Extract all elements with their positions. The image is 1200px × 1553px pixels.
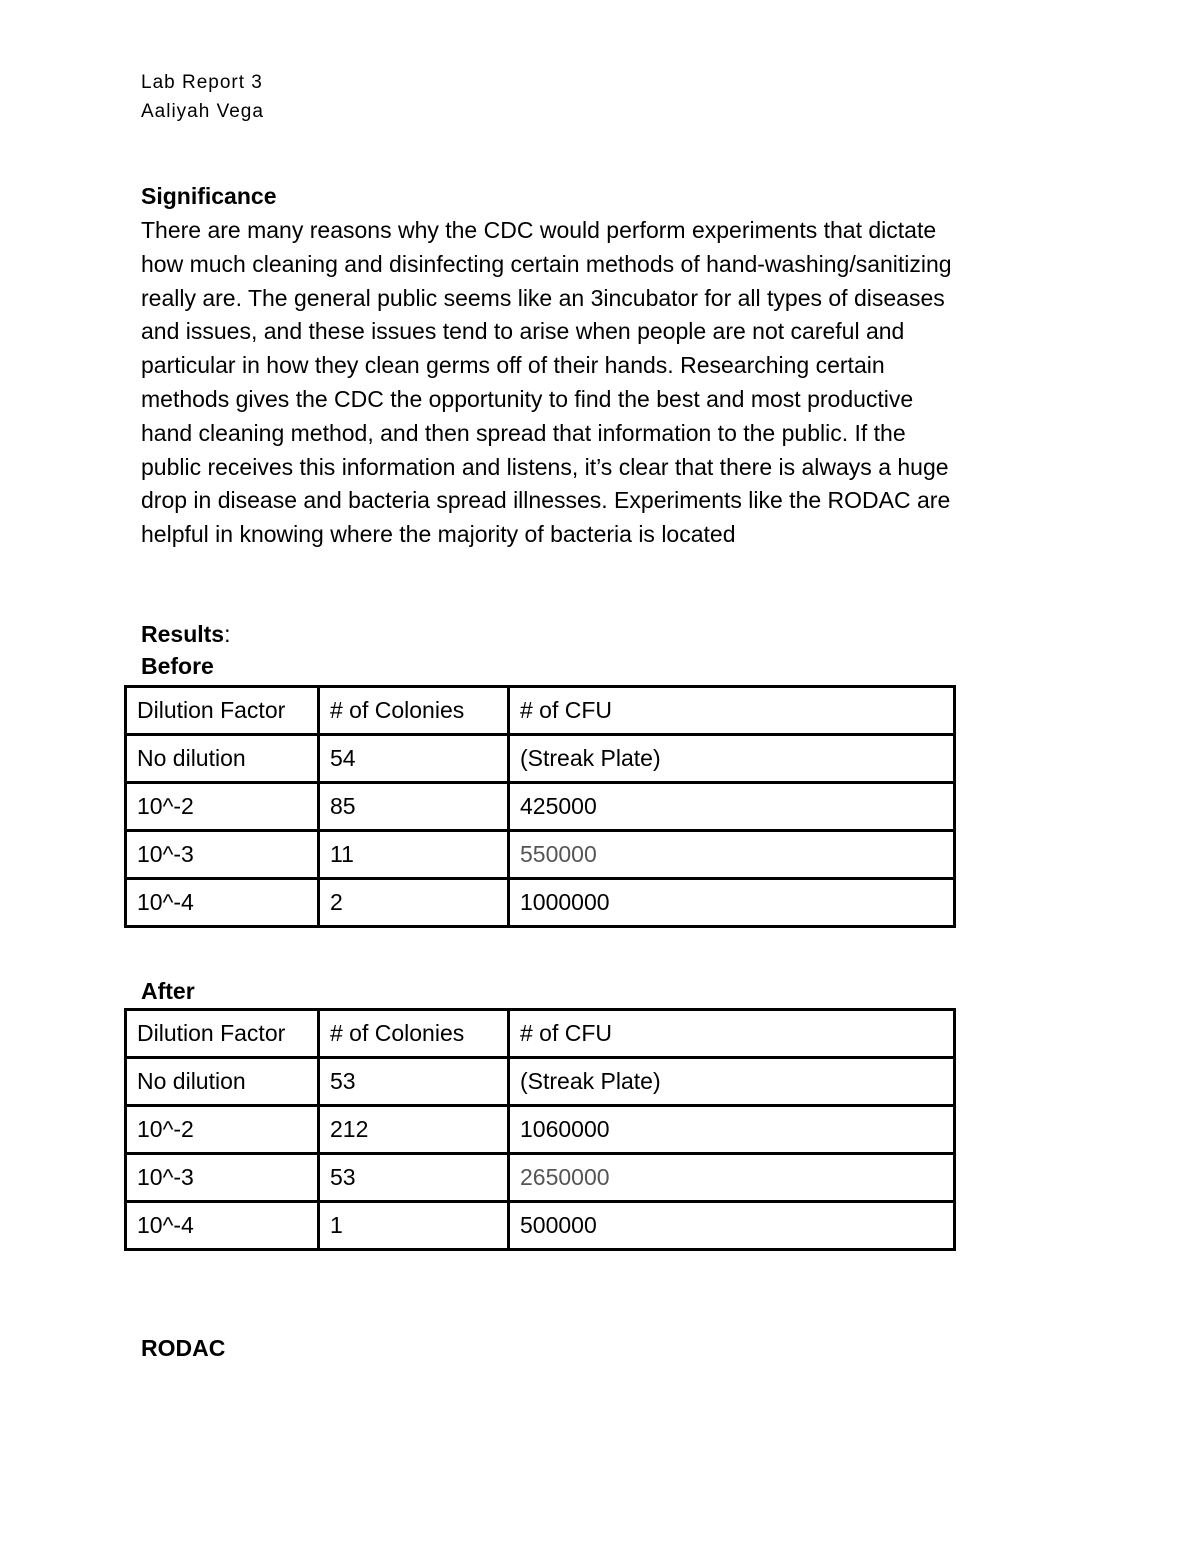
table-row [126,783,955,831]
table-cell: 11 [319,831,509,879]
results-heading-colon: : [224,621,231,647]
table-cell: 212 [319,1106,509,1154]
table-row [126,1058,955,1106]
table-cell: 10^-4 [126,1202,319,1250]
table-row [126,879,955,927]
table-cell: 85 [319,783,509,831]
table-cell: 53 [319,1154,509,1202]
rodac-heading: RODAC [141,1335,226,1361]
paragraph-line: how much cleaning and disinfecting certain methods of hand-washing/sanitizing [141,250,952,277]
table-cell: 10^-2 [126,1106,319,1154]
author-name: Aaliyah Vega [141,101,264,122]
table-cell: 2650000 [509,1154,955,1202]
paragraph-line: and issues, and these issues tend to arise when people are not careful and [141,318,905,345]
table-cell: No dilution [126,1058,319,1106]
results-heading-text: Results [141,621,225,647]
significance-heading: Significance [141,183,277,209]
paragraph-line: hand cleaning method, and then spread that information to the public. If the [141,419,906,446]
table-row [126,1106,955,1154]
table-cell: 1000000 [509,879,955,927]
paragraph-line: There are many reasons why the CDC would perform experiments that dictate [141,217,937,243]
results-heading [141,619,230,649]
table-cell: 425000 [509,783,955,831]
after-heading: After [141,978,195,1004]
header-cell-cfu: # of CFU [509,687,955,735]
report-title: Lab Report 3 [141,72,263,93]
header-cell-dilution-factor: Dilution Factor [126,687,319,735]
table-cell: No dilution [126,735,319,783]
table-cell: 54 [319,735,509,783]
table-cell: 2 [319,879,509,927]
table-cell: 10^-3 [126,831,319,879]
table-cell: (Streak Plate) [509,1058,955,1106]
paragraph-line: public receives this information and listens, it’s clear that there is always a huge [141,453,949,480]
table-cell: 10^-3 [126,1154,319,1202]
before-results-table [124,685,956,928]
header-cell-dilution-factor: Dilution Factor [126,1010,319,1058]
table-row [126,1154,955,1202]
table-row [126,735,955,783]
table-cell: 10^-4 [126,879,319,927]
header-cell-cfu: # of CFU [509,1010,955,1058]
significance-paragraph [141,214,1046,552]
paragraph-line: really are. The general public seems like an 3incubator for all types of diseases [141,284,945,311]
header-cell-colonies: # of Colonies [319,687,509,735]
table-cell: 1060000 [509,1106,955,1154]
table-header-row [126,1010,955,1058]
before-heading: Before [141,653,214,679]
table-cell: 550000 [509,831,955,879]
table-cell: 10^-2 [126,783,319,831]
table-cell: (Streak Plate) [509,735,955,783]
paragraph-line: helpful in knowing where the majority of bacteria is located [141,521,736,548]
paragraph-line: methods gives the CDC the opportunity to find the best and most productive [141,385,914,412]
paragraph-line: particular in how they clean germs off of their hands. Researching certain [141,352,885,379]
paragraph-line: drop in disease and bacteria spread illnesses. Experiments like the RODAC are [141,487,951,514]
table-cell: 1 [319,1202,509,1250]
table-cell: 53 [319,1058,509,1106]
after-results-table [124,1008,956,1251]
table-header-row [126,687,955,735]
table-cell: 500000 [509,1202,955,1250]
table-row [126,1202,955,1250]
table-row [126,831,955,879]
header-cell-colonies: # of Colonies [319,1010,509,1058]
